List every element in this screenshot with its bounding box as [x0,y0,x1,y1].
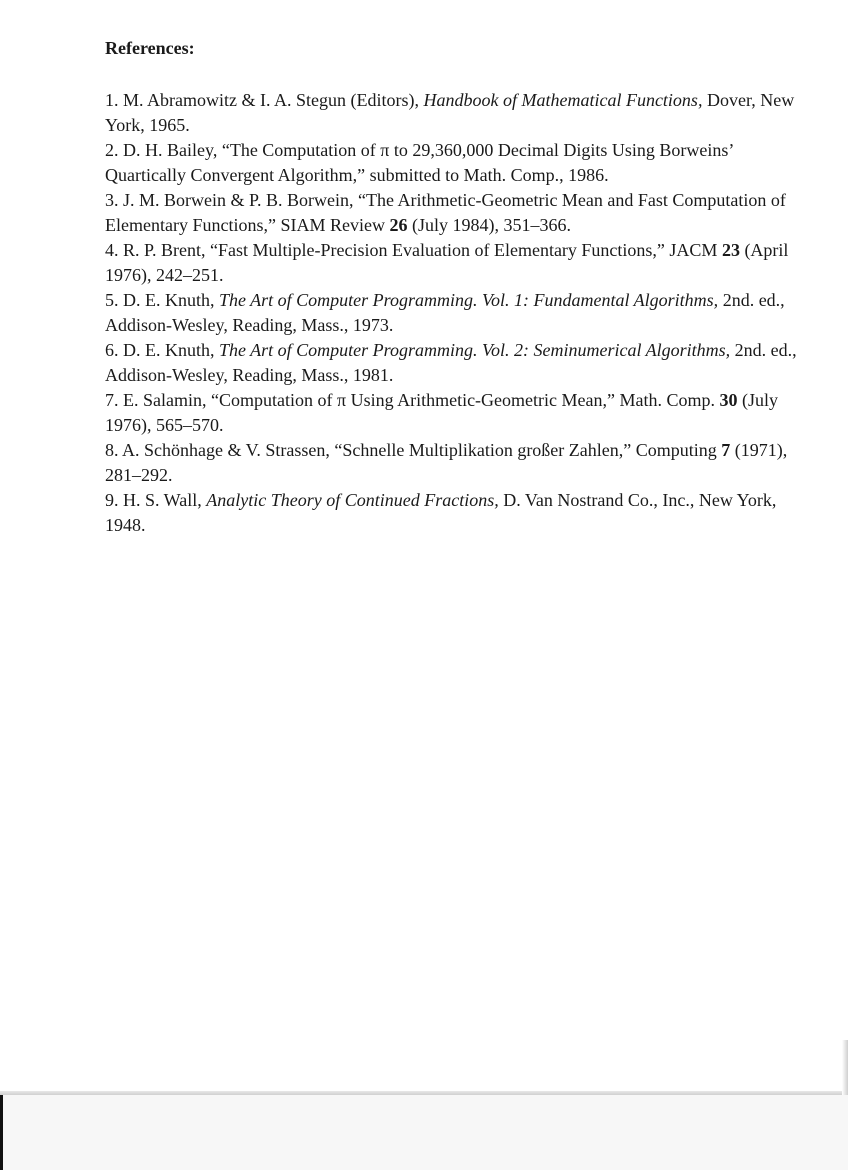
reference-publication: (1971), 281–292. [105,440,788,485]
reference-publication: (April 1976), 242–251. [105,240,789,285]
reference-number: 3. [105,190,119,210]
reference-item-7 [105,388,805,438]
scan-edge-shadow [0,1095,3,1170]
reference-item-6 [105,338,805,388]
page-corner-shadow [842,1040,848,1100]
reference-journal: Math. Comp. [619,390,716,410]
reference-journal: JACM [669,240,718,260]
reference-list [105,88,805,538]
reference-volume: 30 [719,390,738,410]
reference-volume: 26 [389,215,408,235]
reference-item-5 [105,288,805,338]
reference-authors: D. E. Knuth, [123,340,215,360]
reference-title: Handbook of Mathematical Functions, [423,90,703,110]
reference-number: 9. [105,490,119,510]
reference-publication: submitted to Math. Comp., 1986. [369,165,609,185]
reference-title: “The Computation of π to 29,360,000 Decimal Digits Using Borweins’ Quartically Convergent Algorithm,” [105,140,734,185]
reference-item-1 [105,88,805,138]
reference-title: Analytic Theory of Continued Fractions, [206,490,499,510]
reference-journal: Computing [635,440,717,460]
reference-title: The Art of Computer Programming. Vol. 1: Fundamental Algorithms, [219,290,719,310]
reference-authors: J. M. Borwein & P. B. Borwein, [123,190,354,210]
reference-title: “The Arithmetic-Geometric Mean and Fast Computation of Elementary Functions,” [105,190,786,235]
reference-title: The Art of Computer Programming. Vol. 2: Seminumerical Algorithms, [219,340,731,360]
reference-number: 8. [105,440,119,460]
reference-item-9 [105,488,805,538]
reference-number: 6. [105,340,119,360]
reference-volume: 7 [721,440,731,460]
reference-title: “Schnelle Multiplikation großer Zahlen,” [334,440,632,460]
reference-authors: D. E. Knuth, [123,290,215,310]
reference-authors: E. Salamin, [123,390,207,410]
reference-item-8 [105,438,805,488]
reference-number: 7. [105,390,119,410]
reference-authors: D. H. Bailey, [123,140,218,160]
reference-item-3 [105,188,805,238]
reference-publication: (July 1984), 351–366. [411,215,571,235]
reference-number: 2. [105,140,119,160]
reference-publication: D. Van Nostrand Co., Inc., New York, 1948. [105,490,777,535]
reference-item-2 [105,138,805,188]
reference-volume: 23 [721,240,740,260]
reference-publication: 2nd. ed., Addison-Wesley, Reading, Mass., 1973. [105,290,785,335]
reference-item-4 [105,238,805,288]
reference-authors: A. Schönhage & V. Strassen, [122,440,330,460]
reference-title: “Fast Multiple-Precision Evaluation of Elementary Functions,” [210,240,665,260]
reference-journal: SIAM Review [280,215,385,235]
reference-publication: Dover, New York, 1965. [105,90,795,135]
reference-publication: (July 1976), 565–570. [105,390,779,435]
reference-number: 5. [105,290,119,310]
reference-title: “Computation of π Using Arithmetic-Geometric Mean,” [211,390,615,410]
reference-publication: 2nd. ed., Addison-Wesley, Reading, Mass., 1981. [105,340,797,385]
scanner-bed-background [0,1095,848,1170]
reference-authors: R. P. Brent, [123,240,206,260]
reference-number: 1. [105,90,119,110]
page-title: References: [105,38,195,58]
reference-authors: H. S. Wall, [123,490,202,510]
reference-number: 4. [105,240,119,260]
reference-authors: M. Abramowitz & I. A. Stegun (Editors), [123,90,419,110]
